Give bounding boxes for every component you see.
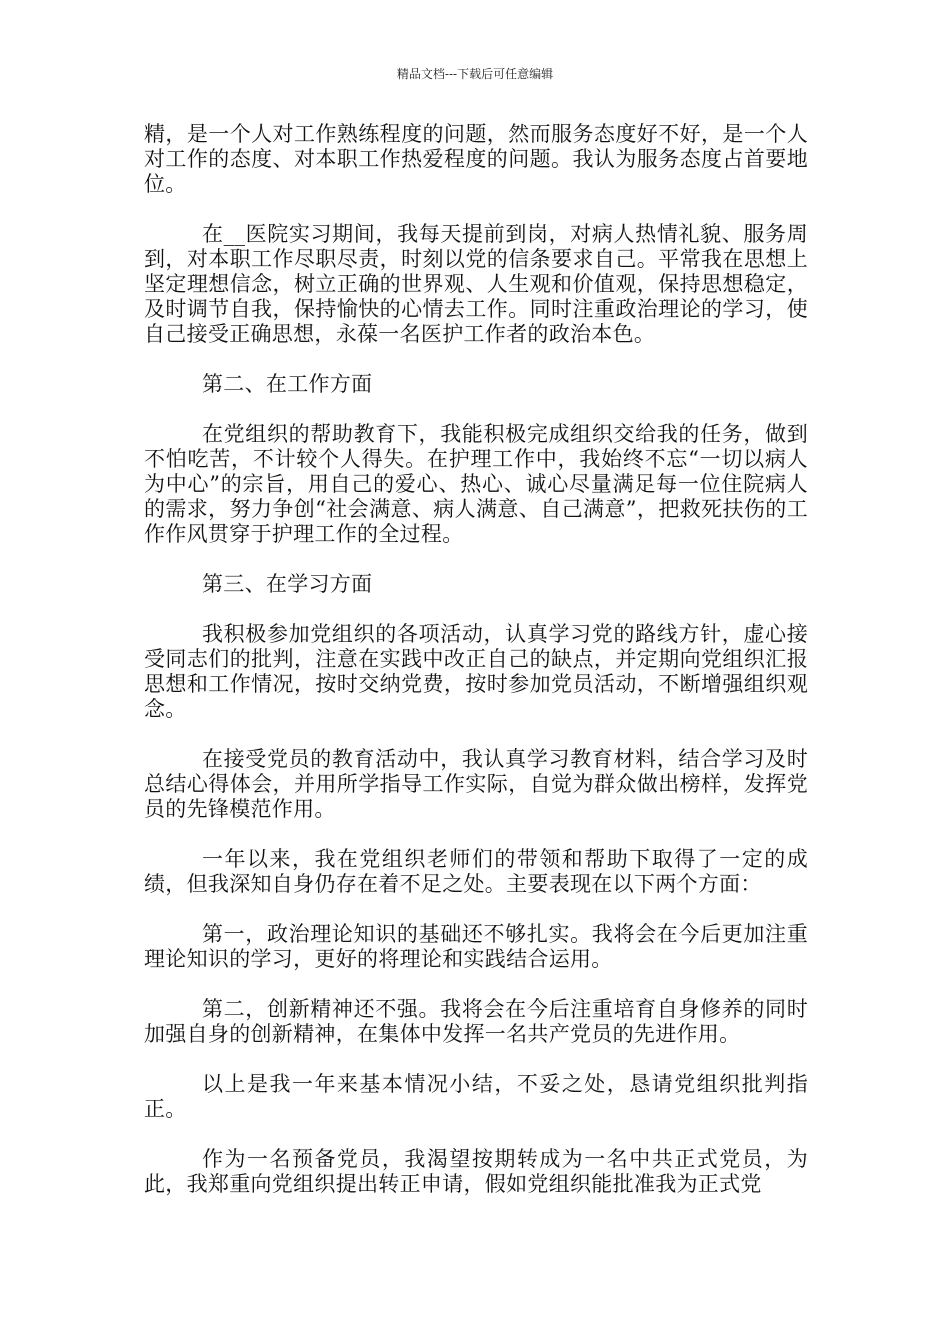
paragraph: 作为一名预备党员，我渴望按期转成为一名中共正式党员，为此，我郑重向党组织提出转正申请，假如党组织能批准我为正式党 — [144, 1147, 808, 1196]
paragraph: 第一，政治理论知识的基础还不够扎实。我将会在今后更加注重理论知识的学习，更好的将理论和实践结合运用。 — [144, 922, 808, 971]
page-header: 精品文档---下载后可任意编辑 — [396, 67, 554, 81]
section-heading: 第三、在学习方面 — [202, 572, 373, 596]
paragraph: 在接受党员的教育活动中，我认真学习教育材料，结合学习及时总结心得体会，并用所学指导工作实际，自觉为群众做出榜样，发挥党员的先锋模范作用。 — [144, 747, 808, 821]
paragraph: 在__医院实习期间，我每天提前到岗，对病人热情礼貌、服务周到，对本职工作尽职尽责，时刻以党的信条要求自己。平常我在思想上坚定理想信念，树立正确的世界观、人生观和价值观，保持思想稳定，及时调节自我，保持愉快的心情去工作。同时注重政治理论的学习，使自己接受正确思想，永葆一名医护工作者的政治本色。 — [144, 222, 808, 346]
paragraph: 以上是我一年来基本情况小结，不妥之处，恳请党组织批判指正。 — [144, 1072, 808, 1121]
document-body — [144, 122, 808, 1222]
section-heading: 第二、在工作方面 — [202, 372, 373, 396]
paragraph: 我积极参加党组织的各项活动，认真学习党的路线方针，虚心接受同志们的批判，注意在实践中改正自己的缺点，并定期向党组织汇报思想和工作情况，按时交纳党费，按时参加党员活动，不断增强组织观念。 — [144, 622, 808, 721]
paragraph: 第二，创新精神还不强。我将会在今后注重培育自身修养的同时加强自身的创新精神，在集体中发挥一名共产党员的先进作用。 — [144, 997, 808, 1046]
paragraph: 在党组织的帮助教育下，我能积极完成组织交给我的任务，做到不怕吃苦，不计较个人得失。在护理工作中，我始终不忘“一切以病人为中心”的宗旨，用自己的爱心、热心、诚心尽量满足每一位住院病人的需求，努力争创“社会满意、病人满意、自己满意”，把救死扶伤的工作作风贯穿于护理工作的全过程。 — [144, 422, 808, 546]
paragraph: 精，是一个人对工作熟练程度的问题，然而服务态度好不好，是一个人对工作的态度、对本职工作热爱程度的问题。我认为服务态度占首要地位。 — [144, 122, 808, 196]
paragraph: 一年以来，我在党组织老师们的带领和帮助下取得了一定的成绩，但我深知自身仍存在着不足之处。主要表现在以下两个方面： — [144, 847, 808, 896]
